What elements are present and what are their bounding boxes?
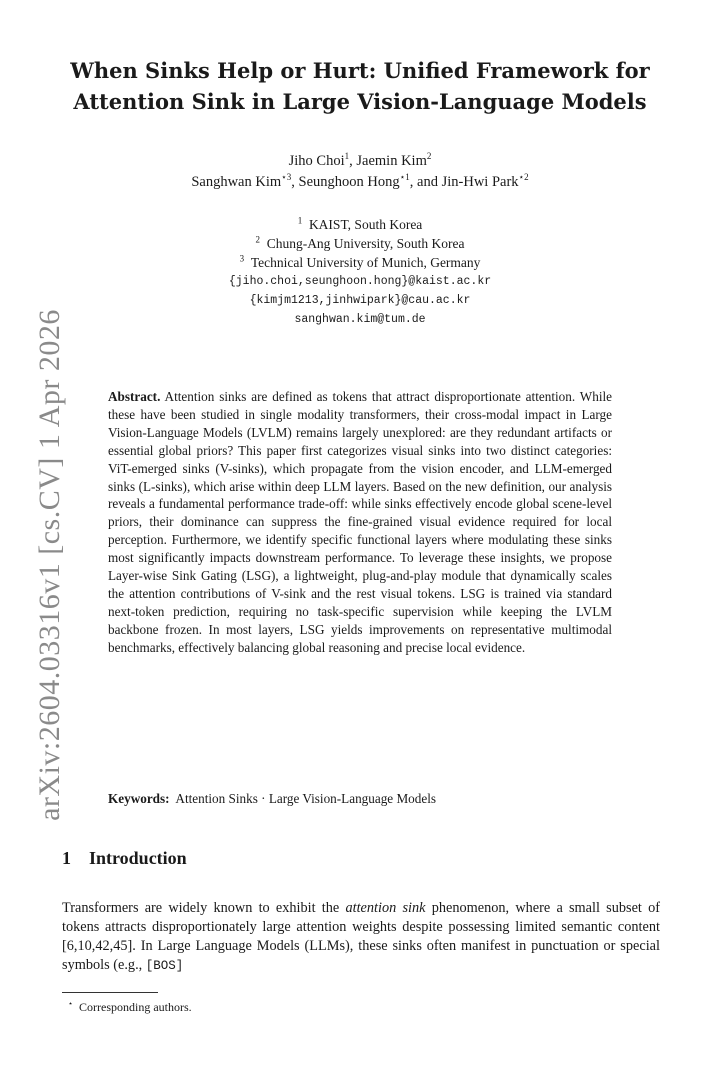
footnote [62, 999, 192, 1015]
abstract-label: Abstract. [108, 389, 161, 404]
author-affil-mark: ⋆1 [399, 172, 410, 183]
intro-paragraph [62, 899, 660, 976]
affiliation-1 [40, 215, 680, 234]
affiliation-number: 1 [297, 215, 303, 226]
keywords-text: Attention Sinks · Large Vision-Language Models [175, 791, 437, 806]
author-name: Jiho Choi [288, 153, 345, 169]
email-3[interactable]: sanghwan.kim@tum.de [294, 313, 426, 326]
abstract [108, 388, 612, 657]
title-line-1: When Sinks Help or Hurt: Unified Framework for [70, 58, 650, 83]
affiliation-name: Chung-Ang University, South Korea [266, 236, 465, 251]
intro-text: Transformers are widely known to exhibit the [62, 900, 346, 916]
affiliation-number: 3 [239, 253, 245, 264]
author-affil-mark: 2 [426, 151, 432, 162]
arxiv-stamp [30, 240, 70, 890]
abstract-text: Attention sinks are defined as tokens that attract disproportionate attention. While these have been studied in single modality transformers, their cross-modal impact in Large Vision-Language Models (LVLM) remains largely unexplored: are they redundant artifacts or essential global priors? This paper first categorizes visual sinks into two distinct categories: ViT-emerged sinks (V-sinks), which propagate from the vision encoder, and LLM-emerged sinks (L-sinks), which arise within deep LLM layers. Based on the new definition, our analysis reveals a fundamental performance trade-off: while sinks effectively encode global scene-level priors, their dominance can suppress the fine-grained visual evidence required for local perception. Furthermore, we identify specific functional layers where modulating these sinks most significantly impacts downstream performance. To leverage these insights, we propose Layer-wise Sink Gating (LSG), a lightweight, plug-and-play module that dynamically scales the attention contributions of V-sink and the rest visual tokens. LSG is trained via standard next-token prediction, requiring no task-specific supervision while keeping the LVLM backbone frozen. In most layers, LSG yields improvements on representative multimodal benchmarks, effectively balancing global reasoning and precise local evidence. [108, 389, 612, 655]
author-name: Jin-Hwi Park [441, 174, 519, 190]
section-heading [62, 848, 187, 869]
intro-text: phenomenon, where a small subset of tokens attracts disproportionately large attention weights despite possessing limited semantic content [6,10,42,45]. In Large Language Models (LLMs), these sinks often manifest in punctuation or special symbols (e.g., [62, 900, 660, 973]
keywords-label: Keywords: [108, 791, 170, 806]
arxiv-stamp-text: arXiv:2604.03316v1 [cs.CV] 1 Apr 2026 [33, 309, 66, 821]
author-line-2 [40, 172, 680, 193]
title-line-2: Attention Sink in Large Vision-Language Models [73, 89, 647, 114]
email-1[interactable]: {jiho.choi,seunghoon.hong}@kaist.ac.kr [228, 275, 492, 288]
footnote-rule [62, 992, 158, 993]
author-separator: , [349, 153, 357, 169]
intro-emphasis: attention sink [345, 900, 426, 916]
affiliation-2 [40, 234, 680, 253]
section-number: 1 [62, 848, 71, 868]
author-separator: , and [409, 174, 442, 190]
affiliation-block [40, 215, 680, 329]
affiliation-3 [40, 253, 680, 272]
paper-title [40, 55, 680, 117]
footnote-mark: ⋆ [68, 999, 74, 1008]
section-title: Introduction [89, 848, 187, 868]
author-name: Sanghwan Kim [191, 174, 282, 190]
author-name: Seunghoon Hong [298, 174, 400, 190]
author-line-1 [40, 151, 680, 172]
footnote-text: Corresponding authors. [79, 1000, 192, 1014]
author-affil-mark: ⋆2 [518, 172, 529, 183]
author-affil-mark: ⋆3 [281, 172, 292, 183]
intro-code-token: [BOS] [145, 959, 184, 973]
author-name: Jaemin Kim [356, 153, 427, 169]
affiliation-number: 2 [255, 234, 260, 245]
keywords [108, 790, 612, 808]
author-separator: , [291, 174, 299, 190]
author-affil-mark: 1 [344, 151, 350, 162]
author-list [40, 151, 680, 193]
affiliation-name: KAIST, South Korea [308, 217, 423, 232]
affiliation-name: Technical University of Munich, Germany [250, 255, 481, 270]
email-2[interactable]: {kimjm1213,jinhwipark}@cau.ac.kr [249, 294, 471, 307]
